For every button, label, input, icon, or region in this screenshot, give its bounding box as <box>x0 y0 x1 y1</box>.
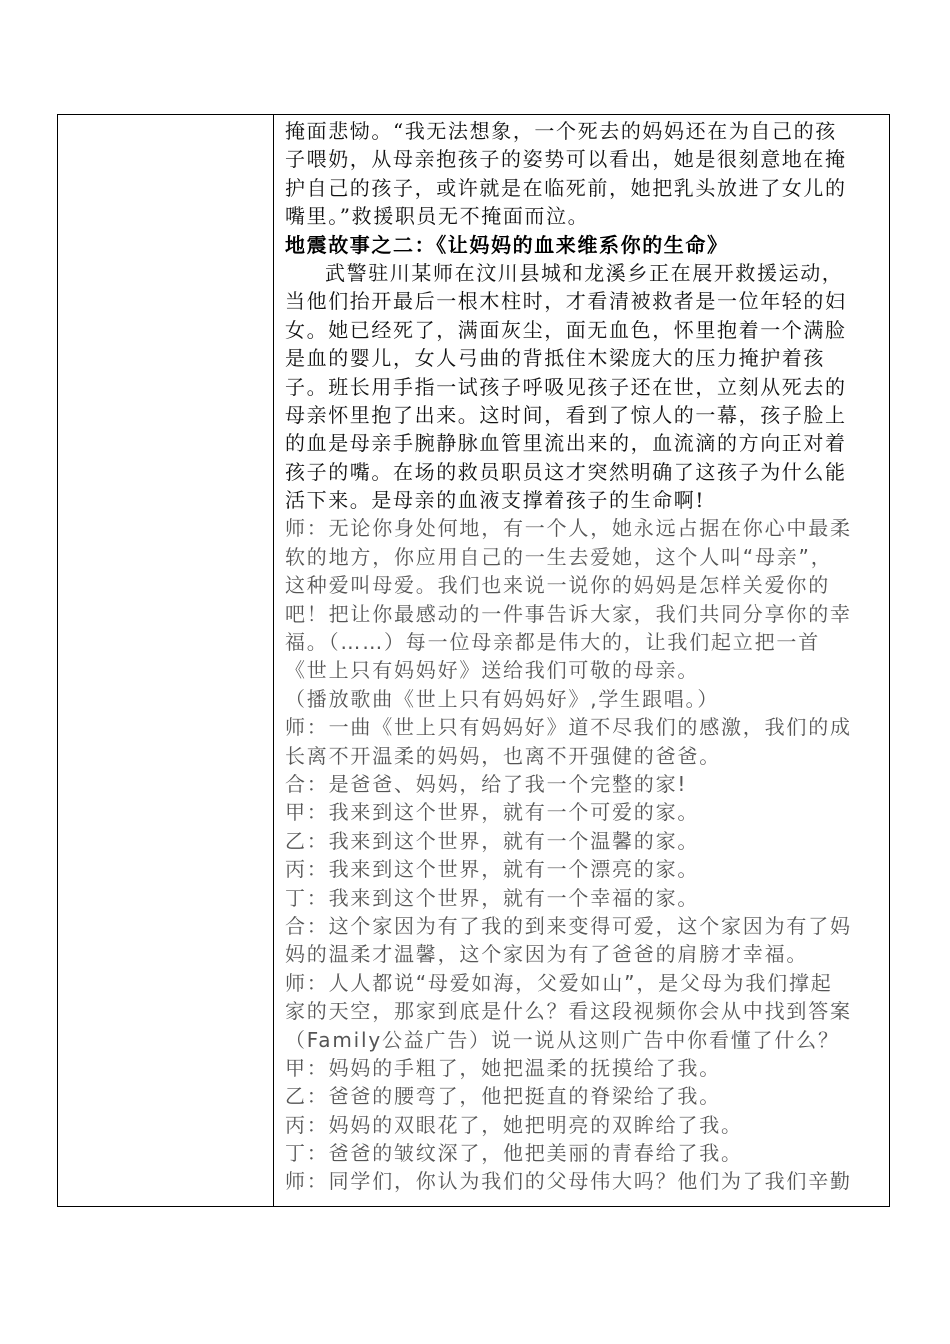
story-one-ending <box>285 117 879 231</box>
dialogue-line: 软的地方，你应用自己的一生去爱她，这个人叫“母亲”， <box>285 544 833 569</box>
dialogue-line: 吧！把让你最感动的一件事告诉大家，我们共同分享你的幸 <box>285 601 852 626</box>
dialogue-line: 师：人人都说“母爱如海，父爱如山”，是父母为我们撑起 <box>285 970 833 995</box>
dialogue-line: 师：一曲《世上只有妈妈好》道不尽我们的感激，我们的成 <box>285 715 852 740</box>
dialogue-line: 福。（……）每一位母亲都是伟大的，让我们起立把一首 <box>285 630 820 655</box>
text-line: 的血是母亲手腕静脉血管里流出来的，血流滴的方向正对着 <box>285 431 847 456</box>
text-line: 掩面悲恸。“我无法想象，一个死去的妈妈还在为自己的孩 <box>285 119 837 143</box>
dialogue-line: 师：同学们，你认为我们的父母伟大吗？他们为了我们辛勤 <box>285 1169 852 1194</box>
dialogue-line: 乙：爸爸的腰弯了，他把挺直的脊梁给了我。 <box>285 1084 721 1109</box>
text-line: 是血的婴儿，女人弓曲的背抵住木梁庞大的压力掩护着孩 <box>285 346 825 371</box>
text-line: 武警驻川某师在汶川县城和龙溪乡正在展开救援运动， <box>325 260 844 285</box>
text-line: 女。她已经死了，满面灰尘，面无血色，怀里抱着一个满脸 <box>285 317 847 342</box>
dialogue-line: 丁：爸爸的皱纹深了，他把美丽的青春给了我。 <box>285 1141 743 1166</box>
dialogue-line: 这种爱叫母爱。我们也来说一说你的妈妈是怎样关爱你的 <box>285 573 830 598</box>
text-line: 子。班长用手指一试孩子呼吸见孩子还在世，立刻从死去的 <box>285 374 847 399</box>
text-line: 母亲怀里抱了出来。这时间，看到了惊人的一幕，孩子脸上 <box>285 402 847 427</box>
dialogue-line: 乙：我来到这个世界，就有一个温馨的家。 <box>285 828 700 853</box>
text-line: 活下来。是母亲的血液支撑着孩子的生命啊! <box>285 488 706 513</box>
dialogue-line: 甲：妈妈的手粗了，她把温柔的抚摸给了我。 <box>285 1055 721 1080</box>
dialogue-line: 甲：我来到这个世界，就有一个可爱的家。 <box>285 800 700 825</box>
table-left-cell <box>58 115 274 1206</box>
story-two-heading: 地震故事之二：《让妈妈的血来维系你的生命》 <box>285 232 729 257</box>
dialogue-line: 家的天空，那家到底是什么？看这段视频你会从中找到答案 <box>285 999 852 1024</box>
dialogue-line: 丁：我来到这个世界，就有一个幸福的家。 <box>285 885 700 910</box>
lesson-table <box>57 114 890 1207</box>
dialogue-line: 丙：我来到这个世界，就有一个漂亮的家。 <box>285 857 700 882</box>
dialogue-line: 《世上只有妈妈好》送给我们可敬的母亲。 <box>285 658 700 683</box>
dialogue-line: （Family公益广告）说一说从这则广告中你看懂了什么？ <box>285 1027 840 1052</box>
dialogue-line: 丙：妈妈的双眼花了，她把明亮的双眸给了我。 <box>285 1112 743 1137</box>
dialogue-line: 师：无论你身处何地，有一个人，她永远占据在你心中最柔 <box>285 516 852 541</box>
text-line: 子喂奶，从母亲抱孩子的姿势可以看出，她是很刻意地在掩 <box>285 147 847 172</box>
dialogue-line: 长离不开温柔的妈妈，也离不开强健的爸爸。 <box>285 743 721 768</box>
story-two-paragraph <box>285 259 879 515</box>
dialogue-line: 妈的温柔才温馨，这个家因为有了爸爸的肩膀才幸福。 <box>285 942 809 967</box>
table-right-cell <box>274 115 889 1206</box>
text-line: 嘴里。”救援职员无不掩面而泣。 <box>285 204 590 229</box>
dialogue-line: 合：是爸爸、妈妈，给了我一个完整的家! <box>285 771 688 796</box>
text-line: 当他们抬开最后一根木柱时，才看清被救者是一位年轻的妇 <box>285 289 847 314</box>
classroom-dialogue <box>285 514 879 1195</box>
dialogue-line: （播放歌曲《世上只有妈妈好》,学生跟唱。） <box>285 686 720 711</box>
text-line: 孩子的嘴。在场的救员职员这才突然明确了这孩子为什么能 <box>285 459 847 484</box>
dialogue-line: 合：这个家因为有了我的到来变得可爱，这个家因为有了妈 <box>285 913 852 938</box>
text-line: 护自己的孩子，或许就是在临死前，她把乳头放进了女儿的 <box>285 175 847 200</box>
